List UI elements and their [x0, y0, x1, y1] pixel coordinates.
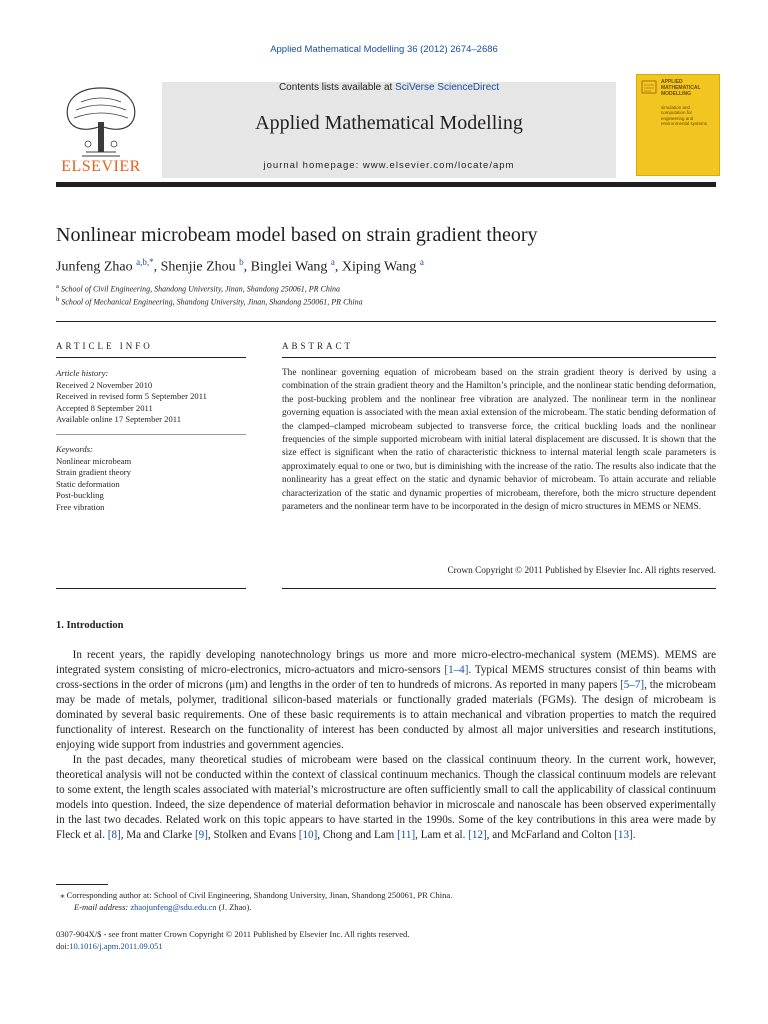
abstract-text: The nonlinear governing equation of microbeam based on the strain gradient theory is derived by using a combination of the strain gradient theory and the Hamilton’s principle, and the nonlinear static bending deformation, the post-bucking problem and the nonlinear free vibration are analyzed. The nonlinear term in the nonlinear governing equation is associated with the mean axial extension of the microbeam. The static bending deformation of the clamped–clamped microbeam subjected to transverse force, the critical buckling loads and the nonlinear frequencies of the simple supported microbeam with initial lateral displacement are discussed. It is shown that the size effect is significant when the ratio of characteristic thickness to internal material length scale parameters is approximately equal to one or two, but is diminishing with the increase of the ratio. The results also indicate that the nonlinearity has a great effect on the static and dynamic behavior of microbeam. To attain accurate and reliable characterization of the static and dynamic properties of microbeam, therefore, both the micro structure dependent parameters and the nonlinear term have to be incorporated in the design of micro structures in MEMS or NEMS.	[282, 368, 716, 513]
keyword: Static deformation	[56, 478, 120, 489]
keyword: Free vibration	[56, 501, 105, 512]
affiliation-text: School of Civil Engineering, Shandong University, Jinan, Shandong 250061, PR China	[60, 284, 341, 294]
affiliation	[56, 283, 716, 294]
text: , and McFarland and Colton	[486, 829, 615, 841]
text: , the microbeam may be made of metals, polymer, traditional silicon-based materials or functionally graded materials (FGMs). The design of microbeam is dominated by several basic requirements. One of these basic requirements is to attain mechanical and vibration properties to match the required functionality of interest. Research on the functionality of interest has been conducted by almost all major universities and research institutions, enjoying wide support from industries and government agencies.	[56, 679, 716, 751]
history-item: Available online 17 September 2011	[56, 414, 182, 425]
cover-emblem-icon	[639, 79, 661, 119]
author-name[interactable]: Binglei Wang	[250, 259, 328, 275]
affiliation-text: School of Mechanical Engineering, Shandong University, Jinan, Shandong 250061, PR China	[61, 297, 363, 307]
text: In the past decades, many theoretical studies of microbeam were based on the classical continuum theory. In the current work, however, theoretical analysis will not be conducted within the context of classical continuum mechanics. Though the classical continuum models are relevant to some extent, the length scales associated with material’s microstructure are often sufficiently small to call the applicability of classical continuum models into question. Indeed, the size dependence of material deformation behavior in microscale and nanoscale has been observed experimentally in the last two decades. Related work on this topic appears to have started in the 1990s. Some of the key contributions in this area were made by Fleck et al.	[56, 754, 716, 841]
text: , Ma and Clarke	[120, 829, 195, 841]
author-affiliation-mark[interactable]: a	[330, 257, 335, 267]
abstract-heading: ABSTRACT	[282, 341, 354, 351]
keywords-label: Keywords:	[56, 444, 93, 454]
citation-link[interactable]: [11]	[397, 829, 416, 841]
front-matter	[56, 928, 716, 952]
email-label: E-mail address:	[74, 902, 131, 912]
journal-cover-thumbnail[interactable]	[636, 74, 720, 176]
history-item: Accepted 8 September 2011	[56, 402, 153, 413]
affiliation-mark: b	[56, 296, 60, 303]
keyword: Post-buckling	[56, 490, 104, 501]
homepage-link[interactable]: www.elsevier.com/locate/apm	[362, 160, 515, 171]
affiliation-mark: a	[56, 283, 59, 290]
affiliation	[56, 296, 716, 307]
citation-link[interactable]: [5–7]	[620, 679, 645, 691]
email-link[interactable]: zhaojunfeng@sdu.edu.cn	[130, 902, 217, 912]
text: , Lam et al.	[415, 829, 469, 841]
divider	[56, 357, 246, 358]
keywords	[56, 444, 246, 514]
abstract-copyright: Crown Copyright © 2011 Published by Elsevier Inc. All rights reserved.	[447, 566, 716, 576]
cover-text	[661, 79, 715, 127]
paragraph	[56, 648, 716, 753]
text: , Stolken and Evans	[207, 829, 299, 841]
doi-line	[56, 940, 716, 952]
divider	[282, 357, 716, 358]
author-name[interactable]: Shenjie Zhou	[160, 259, 236, 275]
body-text	[56, 648, 716, 843]
footnotes	[56, 889, 716, 913]
divider	[56, 434, 246, 435]
front-matter-line: 0307-904X/$ - see front matter Crown Copyright © 2011 Published by Elsevier Inc. All rights reserved.	[56, 929, 410, 939]
divider	[282, 588, 716, 589]
cover-subtitle: simulation and computation for engineering and environmental systems	[661, 105, 708, 127]
author-affiliation-mark[interactable]: a,b,*	[136, 257, 154, 267]
text: , Chong and Lam	[317, 829, 398, 841]
author-name[interactable]: Xiping Wang	[341, 259, 417, 275]
citation-link[interactable]: [10]	[298, 829, 318, 841]
citation-link[interactable]: [12]	[468, 829, 487, 841]
journal-title: Applied Mathematical Modelling	[255, 112, 523, 134]
citation-link[interactable]: [13]	[614, 829, 633, 841]
cover-title: APPLIED MATHEMATICAL MODELLING	[661, 79, 701, 97]
homepage-prefix: journal homepage:	[263, 160, 363, 171]
sciencedirect-link[interactable]: SciVerse ScienceDirect	[395, 82, 500, 93]
paragraph	[56, 753, 716, 843]
history-item: Received 2 November 2010	[56, 379, 153, 390]
footnote-mark: ⁎	[60, 890, 65, 900]
article-history	[56, 368, 246, 426]
author-name[interactable]: Junfeng Zhao	[56, 259, 133, 275]
paper-title: Nonlinear microbeam model based on strain gradient theory	[56, 224, 538, 246]
header-divider	[56, 182, 716, 187]
citation-link[interactable]: [9]	[194, 829, 208, 841]
email-note	[56, 901, 716, 913]
divider	[56, 588, 246, 589]
article-history-label: Article history:	[56, 368, 109, 378]
keyword: Strain gradient theory	[56, 467, 131, 478]
journal-homepage	[162, 160, 616, 171]
contents-prefix: Contents lists available at	[278, 82, 396, 93]
elsevier-logo[interactable]	[56, 80, 146, 178]
doi-link[interactable]: 10.1016/j.apm.2011.09.051	[69, 941, 163, 951]
section-heading: 1. Introduction	[56, 620, 124, 631]
text: In recent years, the rapidly developing nanotechnology brings us more and more micro-electro-mechanical system (MEMS). MEMS are integrated system consisting of micro-electronics, micro-actuators and micro-sensors	[56, 649, 716, 676]
author-list: Junfeng Zhao $^{a,b,*}$, Shenjie Zhou $^b$, Binglei Wang $^a$, Xiping Wang $^a$	[56, 257, 424, 275]
elsevier-wordmark: ELSEVIER	[61, 158, 141, 175]
corresponding-text: Corresponding author at: School of Civil Engineering, Shandong University, Jinan, Shandong 250061, PR China.	[66, 890, 453, 900]
keyword: Nonlinear microbeam	[56, 455, 132, 466]
tree-logo-icon	[56, 80, 146, 160]
journal-reference[interactable]: Applied Mathematical Modelling 36 (2012) 2674–2686	[270, 44, 498, 55]
email-suffix: (J. Zhao).	[216, 902, 252, 912]
author-affiliation-mark[interactable]: b	[239, 257, 244, 267]
history-item: Received in revised form 5 September 2011	[56, 391, 207, 402]
author-affiliation-mark[interactable]: a	[419, 257, 424, 267]
contents-line	[162, 82, 616, 93]
text: . Typical MEMS structures consist of thin beams with cross-sections in the order of microns (μm) and lengths in the order of ten to hundreds of microns. As reported in many papers	[56, 664, 716, 691]
citation-link[interactable]: [1–4]	[444, 664, 469, 676]
divider	[56, 321, 716, 322]
doi-label: doi:	[56, 941, 70, 951]
citation-link[interactable]: [8]	[107, 829, 121, 841]
footnote-divider	[56, 884, 108, 885]
article-info-heading: ARTICLE INFO	[56, 341, 153, 351]
text: .	[632, 829, 636, 841]
corresponding-author-note	[56, 889, 716, 901]
